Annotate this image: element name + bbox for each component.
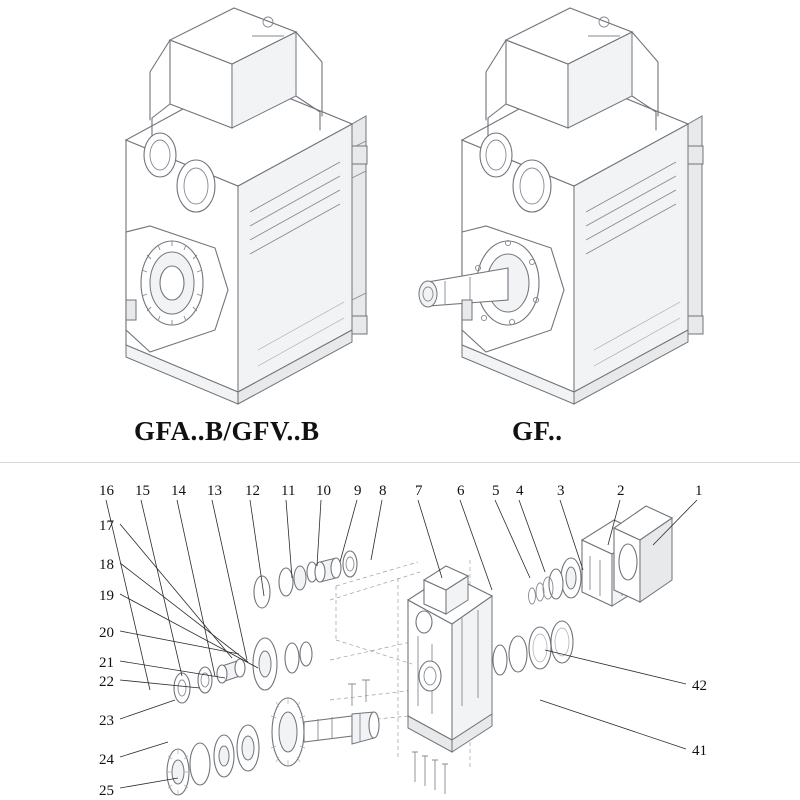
callout-number-22: 22 [99, 674, 114, 690]
figure-left-label: GFA..B/GFV..B [134, 416, 320, 446]
callout-number-8: 8 [379, 483, 387, 499]
figure-right-gearbox [419, 8, 703, 404]
callout-number-10: 10 [316, 483, 331, 499]
callout-number-15: 15 [135, 483, 150, 499]
callout-number-4: 4 [516, 483, 524, 499]
callout-number-19: 19 [99, 588, 114, 604]
callout-number-9: 9 [354, 483, 362, 499]
callout-number-1: 1 [695, 483, 703, 499]
callout-number-17: 17 [99, 518, 114, 534]
callout-number-18: 18 [99, 557, 114, 573]
callout-number-14: 14 [171, 483, 186, 499]
callout-number-42: 42 [692, 678, 707, 694]
callout-number-12: 12 [245, 483, 260, 499]
callout-number-2: 2 [617, 483, 625, 499]
callout-number-3: 3 [557, 483, 565, 499]
callout-number-24: 24 [99, 752, 114, 768]
callout-number-23: 23 [99, 713, 114, 729]
callout-number-5: 5 [492, 483, 500, 499]
callout-number-7: 7 [415, 483, 423, 499]
figure-left-gearbox [126, 8, 367, 404]
exploded-assembly [166, 506, 672, 795]
callout-number-41: 41 [692, 743, 707, 759]
callout-number-11: 11 [281, 483, 296, 499]
callout-number-13: 13 [207, 483, 222, 499]
section-divider [0, 462, 800, 463]
callout-number-21: 21 [99, 655, 114, 671]
callout-number-25: 25 [99, 783, 114, 799]
callout-number-6: 6 [457, 483, 465, 499]
callout-number-20: 20 [99, 625, 114, 641]
figure-right-label: GF.. [512, 416, 563, 446]
callout-number-16: 16 [99, 483, 114, 499]
